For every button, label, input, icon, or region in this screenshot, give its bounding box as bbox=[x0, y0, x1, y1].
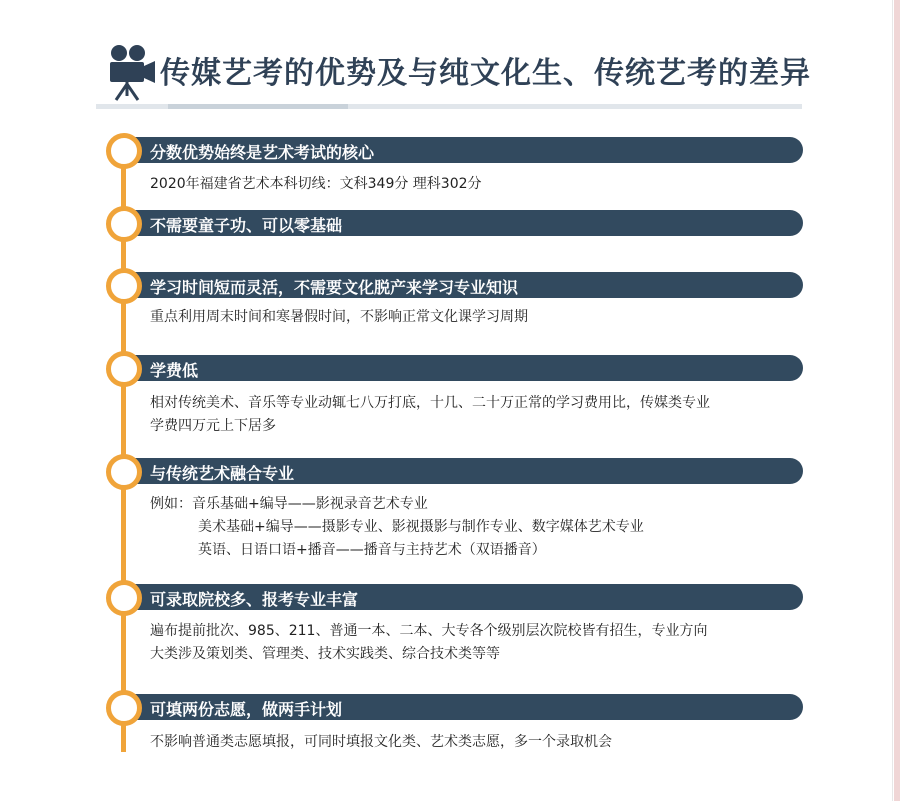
section-heading: 可录取院校多、报考专业丰富 bbox=[150, 590, 359, 609]
text-line: 不影响普通类志愿填报，可同时填报文化类、艺术类志愿，多一个录取机会 bbox=[150, 734, 612, 750]
text-line: 美术基础+编导——摄影专业、影视摄影与制作专业、数字媒体艺术专业 bbox=[198, 519, 644, 535]
edge-strip bbox=[894, 0, 900, 801]
section-heading: 学习时间短而灵活，不需要文化脱产来学习专业知识 bbox=[150, 278, 519, 297]
section-text bbox=[150, 620, 707, 666]
text-line: 2020年福建省艺术本科切线：文科349分 理科302分 bbox=[150, 176, 482, 192]
title-underline-accent bbox=[168, 104, 348, 109]
section-heading-bar bbox=[124, 355, 803, 381]
section-heading-bar bbox=[124, 272, 803, 298]
timeline-dot bbox=[106, 206, 142, 242]
text-line: 英语、日语口语+播音——播音与主持艺术（双语播音） bbox=[198, 542, 546, 558]
section-heading-bar bbox=[124, 694, 803, 720]
section-heading-bar bbox=[124, 137, 803, 163]
header bbox=[96, 40, 811, 110]
text-line: 相对传统美术、音乐等专业动辄七八万打底，十几、二十万正常的学习费用比，传媒类专业 bbox=[150, 395, 710, 411]
section-text bbox=[150, 173, 482, 196]
timeline-dot bbox=[106, 133, 142, 169]
section-heading: 学费低 bbox=[150, 361, 199, 380]
section-text bbox=[150, 731, 612, 754]
page-title: 传媒艺考的优势及与纯文化生、传统艺考的差异 bbox=[160, 56, 811, 91]
section-heading-bar bbox=[124, 458, 803, 484]
text-line: 遍布提前批次、985、211、普通一本、二本、大专各个级别层次院校皆有招生，专业方向 bbox=[150, 623, 708, 639]
section-heading: 可填两份志愿，做两手计划 bbox=[150, 700, 343, 719]
section-heading: 分数优势始终是艺术考试的核心 bbox=[150, 143, 375, 162]
movie-camera-icon bbox=[108, 44, 156, 106]
text-line: 例如：音乐基础+编导——影视录音艺术专业 bbox=[150, 496, 428, 512]
section-text bbox=[150, 392, 710, 438]
edge-line bbox=[892, 0, 893, 801]
section-text bbox=[150, 306, 528, 329]
timeline-dot bbox=[106, 690, 142, 726]
section-heading: 与传统艺术融合专业 bbox=[150, 464, 295, 483]
timeline-dot bbox=[106, 351, 142, 387]
section-heading-bar bbox=[124, 210, 803, 236]
section-heading: 不需要童子功、可以零基础 bbox=[150, 216, 343, 235]
section-heading-bar bbox=[124, 584, 803, 610]
text-line: 学费四万元上下居多 bbox=[150, 418, 276, 434]
section-text bbox=[150, 493, 644, 562]
timeline-dot bbox=[106, 454, 142, 490]
text-line: 大类涉及策划类、管理类、技术实践类、综合技术类等等 bbox=[150, 646, 500, 662]
text-line: 重点利用周末时间和寒暑假时间，不影响正常文化课学习周期 bbox=[150, 309, 528, 325]
timeline-dot bbox=[106, 268, 142, 304]
timeline-dot bbox=[106, 580, 142, 616]
